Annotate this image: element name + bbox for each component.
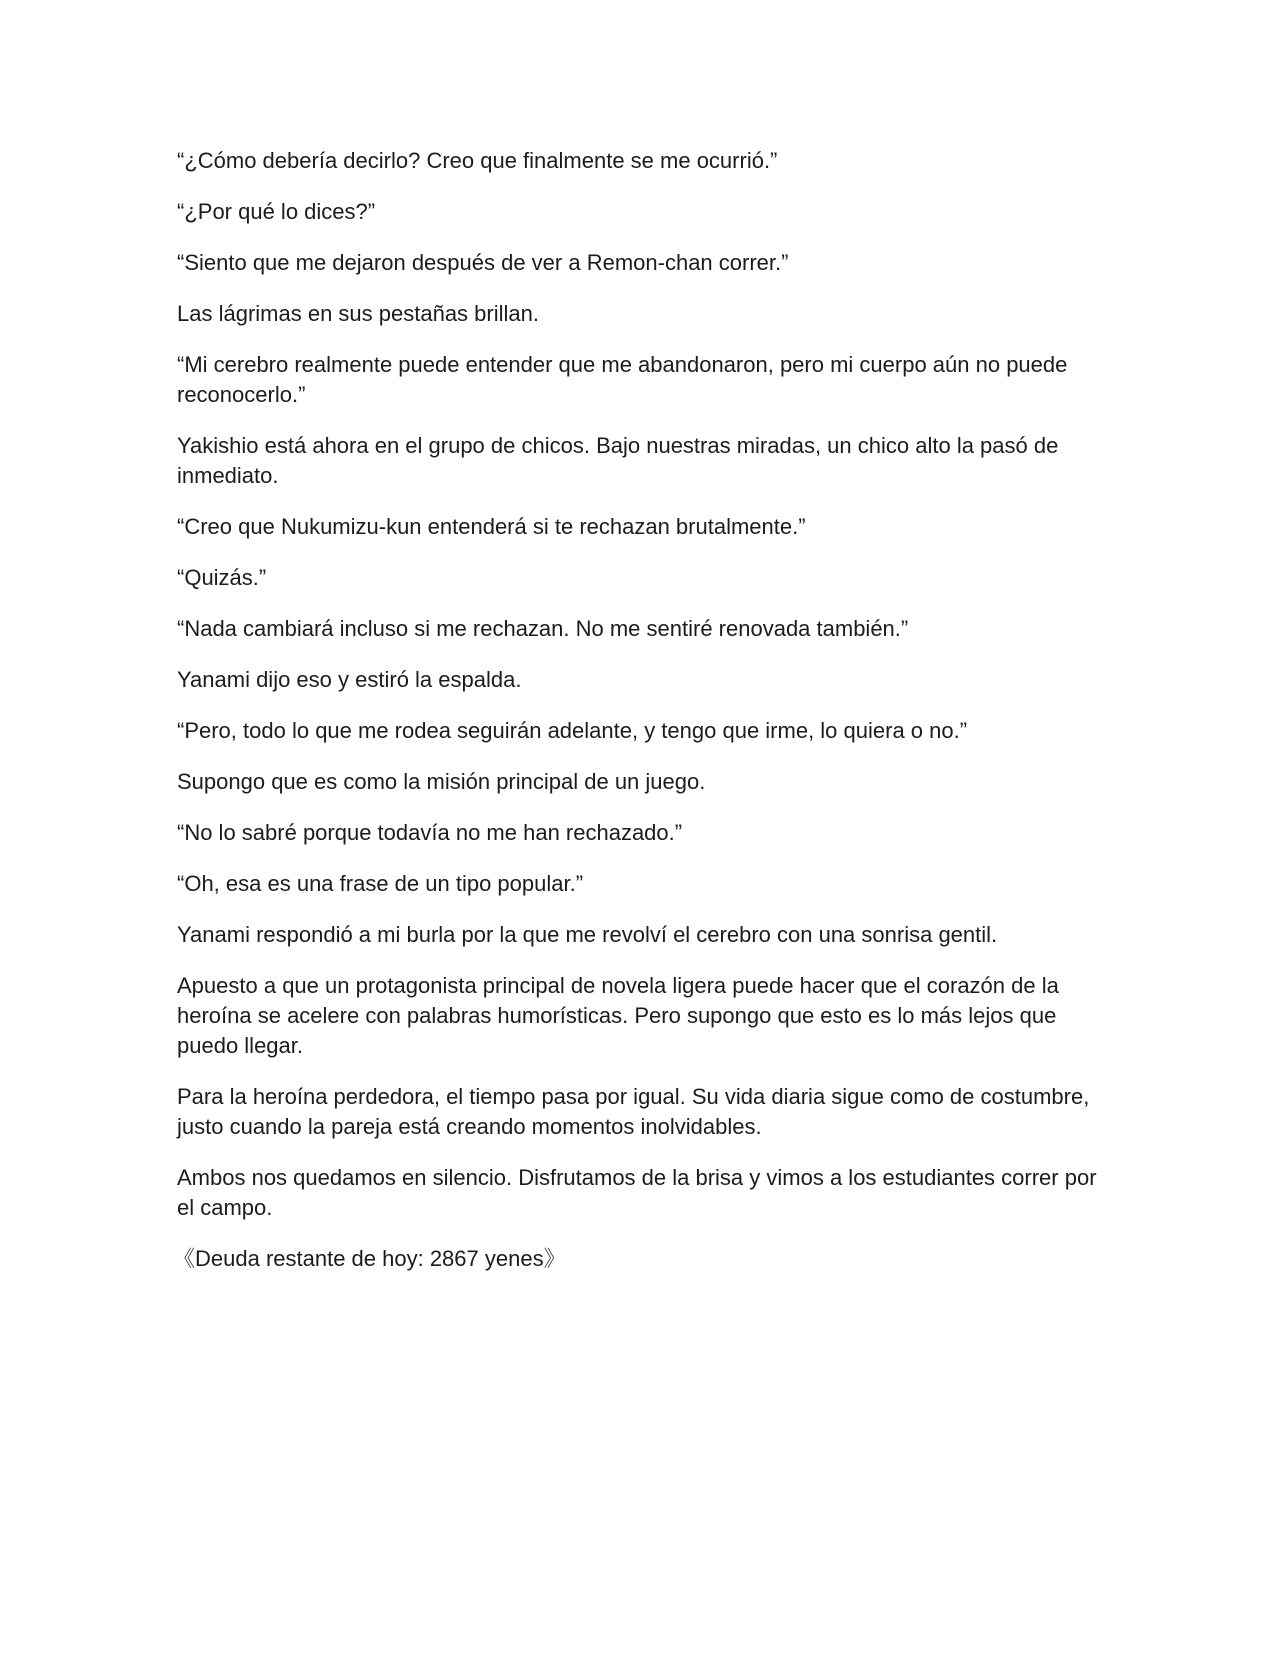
- paragraph: Yanami dijo eso y estiró la espalda.: [177, 667, 522, 692]
- paragraph: Las lágrimas en sus pestañas brillan.: [177, 301, 539, 326]
- paragraph: Para la heroína perdedora, el tiempo pasa por igual. Su vida diaria sigue como de costumbre, justo cuando la pareja está creando momentos inolvidables.: [177, 1084, 1090, 1139]
- remaining-debt-line: 《Deuda restante de hoy: 2867 yenes》: [173, 1246, 566, 1271]
- paragraph: Ambos nos quedamos en silencio. Disfrutamos de la brisa y vimos a los estudiantes correr por el campo.: [177, 1165, 1097, 1220]
- paragraph: “Creo que Nukumizu-kun entenderá si te rechazan brutalmente.”: [177, 514, 806, 539]
- paragraph: “Quizás.”: [177, 565, 267, 590]
- paragraph: Yakishio está ahora en el grupo de chicos. Bajo nuestras miradas, un chico alto la pasó de inmediato.: [177, 433, 1059, 488]
- paragraph: Yanami respondió a mi burla por la que me revolví el cerebro con una sonrisa gentil.: [177, 922, 998, 947]
- paragraph: Supongo que es como la misión principal de un juego.: [177, 769, 706, 794]
- paragraph: “¿Cómo debería decirlo? Creo que finalmente se me ocurrió.”: [177, 148, 778, 173]
- paragraph: “Pero, todo lo que me rodea seguirán adelante, y tengo que irme, lo quiera o no.”: [177, 718, 968, 743]
- paragraph: “Mi cerebro realmente puede entender que me abandonaron, pero mi cuerpo aún no puede reconocerlo.”: [177, 352, 1068, 407]
- paragraph: “No lo sabré porque todavía no me han rechazado.”: [177, 820, 683, 845]
- paragraph: “Siento que me dejaron después de ver a Remon-chan correr.”: [177, 250, 789, 275]
- paragraph: “Oh, esa es una frase de un tipo popular.”: [177, 871, 584, 896]
- paragraph: Apuesto a que un protagonista principal de novela ligera puede hacer que el corazón de la heroína se acelere con palabras humorísticas. Pero supongo que esto es lo más lejos que puedo llegar.: [177, 973, 1059, 1058]
- paragraph: “¿Por qué lo dices?”: [177, 199, 376, 224]
- paragraph: “Nada cambiará incluso si me rechazan. No me sentiré renovada también.”: [177, 616, 909, 641]
- document-page: [173, 146, 1107, 1295]
